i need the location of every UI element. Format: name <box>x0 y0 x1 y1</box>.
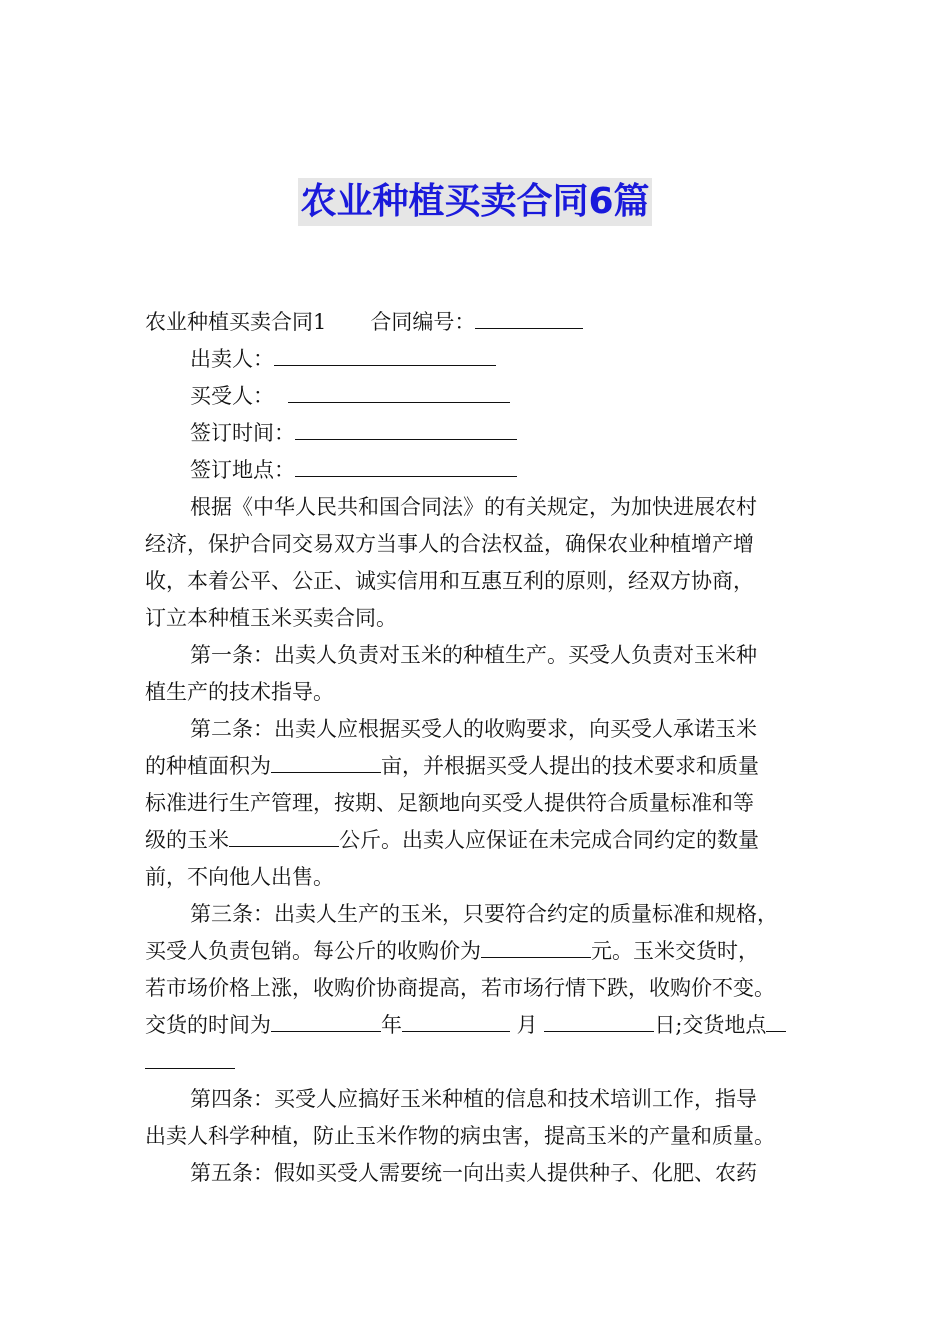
article-5-line: 第五条：假如买受人需要统一向出卖人提供种子、化肥、农药 <box>190 1161 757 1185</box>
quantity-blank[interactable] <box>229 824 339 847</box>
text-segment: 交货的时间为 <box>145 1013 271 1037</box>
article-2-line: 标准进行生产管理，按期、足额地向买受人提供符合质量标准和等 <box>145 791 754 815</box>
title-area <box>0 178 950 226</box>
article-3-line: 若市场价格上涨，收购价协商提高，若市场行情下跌，收购价不变。 <box>145 976 775 1000</box>
document-body <box>145 304 813 1192</box>
day-blank[interactable] <box>544 1009 654 1032</box>
article-3-line <box>145 933 813 970</box>
text-segment: 级的玉米 <box>145 828 229 852</box>
intro-line: 订立本种植玉米买卖合同。 <box>145 606 397 630</box>
intro-line: 根据《中华人民共和国合同法》的有关规定，为加快进展农村 <box>190 495 757 519</box>
field-sign-place <box>145 452 813 489</box>
field-buyer <box>145 378 813 415</box>
field-label: 签订时间： <box>190 421 295 445</box>
contract-number-label: 合同编号： <box>370 310 476 334</box>
contract-number-blank[interactable] <box>475 306 583 329</box>
field-sign-time <box>145 415 813 452</box>
field-label: 签订地点： <box>190 458 295 482</box>
month-blank[interactable] <box>402 1009 510 1032</box>
area-blank[interactable] <box>271 750 381 773</box>
article-3-line <box>145 1044 813 1081</box>
article-1-line: 植生产的技术指导。 <box>145 680 334 704</box>
field-seller <box>145 341 813 378</box>
article-2-line <box>145 822 813 859</box>
text-segment: 的种植面积为 <box>145 754 271 778</box>
text-segment: 月 <box>510 1013 545 1037</box>
field-label: 买受人： <box>190 384 274 408</box>
price-blank[interactable] <box>481 935 591 958</box>
sign-place-blank[interactable] <box>295 454 517 477</box>
article-1-line: 第一条：出卖人负责对玉米的种植生产。买受人负责对玉米种 <box>190 643 757 667</box>
article-4-line: 第四条：买受人应搞好玉米种植的信息和技术培训工作，指导 <box>190 1087 757 1111</box>
document-title: 农业种植买卖合同6篇 <box>298 178 651 226</box>
text-segment: 日;交货地点 <box>654 1013 767 1037</box>
intro-line: 经济，保护合同交易双方当事人的合法权益，确保农业种植增产增 <box>145 532 754 556</box>
field-label: 出卖人： <box>190 347 274 371</box>
article-3-line <box>145 1007 813 1044</box>
article-2-line <box>145 748 813 785</box>
text-segment: 买受人负责包销。每公斤的收购价为 <box>145 939 481 963</box>
buyer-blank[interactable] <box>288 380 510 403</box>
article-3-line: 第三条：出卖人生产的玉米，只要符合约定的质量标准和规格， <box>190 902 778 926</box>
place-blank-end[interactable] <box>145 1046 235 1069</box>
text-segment: 亩，并根据买受人提出的技术要求和质量 <box>381 754 759 778</box>
text-segment: 公斤。出卖人应保证在未完成合同约定的数量 <box>339 828 759 852</box>
contract-header-line <box>145 304 813 341</box>
article-2-line: 前，不向他人出售。 <box>145 865 334 889</box>
text-segment: 年 <box>381 1013 402 1037</box>
sign-time-blank[interactable] <box>295 417 517 440</box>
year-blank[interactable] <box>271 1009 381 1032</box>
article-2-line: 第二条：出卖人应根据买受人的收购要求，向买受人承诺玉米 <box>190 717 757 741</box>
place-blank-start[interactable] <box>766 1009 786 1032</box>
article-4-line: 出卖人科学种植，防止玉米作物的病虫害，提高玉米的产量和质量。 <box>145 1124 775 1148</box>
seller-blank[interactable] <box>274 343 496 366</box>
intro-line: 收，本着公平、公正、诚实信用和互惠互利的原则，经双方协商， <box>145 569 754 593</box>
contract-name: 农业种植买卖合同1 <box>145 310 327 334</box>
text-segment: 元。玉米交货时， <box>591 939 759 963</box>
